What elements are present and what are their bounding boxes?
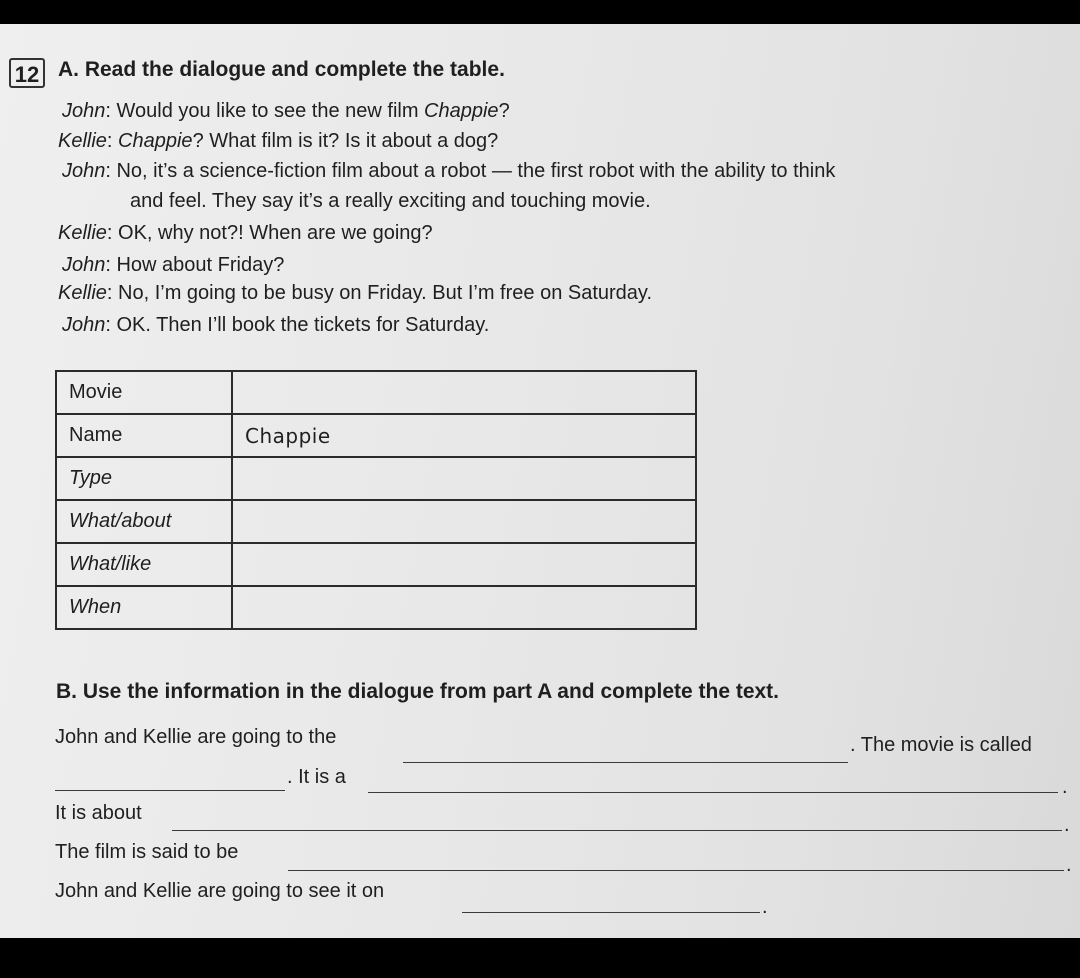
speaker-name: John	[62, 314, 106, 336]
blank-3[interactable]	[368, 792, 1058, 793]
film-title: Chappie	[118, 130, 193, 152]
row-label-what-like: What/like	[56, 543, 232, 586]
row-value-when[interactable]	[232, 586, 696, 629]
sentence-5-end: .	[762, 896, 768, 918]
movie-table	[55, 370, 697, 630]
dialogue-text: : OK, why not?! When are we going?	[106, 222, 433, 244]
blank-5[interactable]	[288, 870, 1064, 871]
dialogue-text: : Would you like to see the new film	[105, 100, 425, 122]
sentence-4-end: .	[1066, 854, 1072, 876]
table-row	[56, 414, 696, 457]
blank-2[interactable]	[55, 790, 285, 791]
row-label-when: When	[56, 586, 232, 629]
blank-1[interactable]	[403, 762, 848, 763]
dialogue-text: : No, I’m going to be busy on Friday. But I’m free on Saturday.	[106, 282, 652, 304]
workbook-page	[0, 24, 1080, 938]
row-value-what-like[interactable]	[232, 543, 696, 586]
dialogue-line	[62, 314, 489, 337]
sentence-3-start: It is about	[55, 802, 142, 824]
row-label-type: Type	[56, 457, 232, 500]
dialogue-text-rest: ?	[498, 100, 510, 122]
sentence-1-end: . The movie is called	[850, 734, 1032, 756]
dialogue-line	[58, 130, 498, 153]
blank-6[interactable]	[462, 912, 760, 913]
film-title: Chappie	[424, 100, 499, 122]
dialogue-text: :	[106, 130, 119, 152]
dialogue-line	[62, 100, 510, 123]
part-b-heading: B. Use the information in the dialogue from part A and complete the text.	[56, 680, 780, 703]
speaker-name: Kellie	[58, 222, 107, 244]
sentence-4-start: The film is said to be	[55, 841, 239, 863]
dialogue-text: : How about Friday?	[105, 254, 285, 276]
table-row	[56, 500, 696, 543]
dialogue-line	[58, 282, 652, 305]
row-label-name: Name	[56, 414, 232, 457]
table-row	[56, 457, 696, 500]
table-row	[56, 586, 696, 629]
speaker-name: Kellie	[58, 282, 107, 304]
dialogue-text: and feel. They say it’s a really exciting and touching movie.	[130, 190, 651, 212]
row-label-what-about: What/about	[56, 500, 232, 543]
speaker-name: John	[62, 160, 106, 182]
dialogue-text-rest: ? What film is it? Is it about a dog?	[192, 130, 499, 152]
dialogue-line	[62, 254, 284, 277]
sentence-1-start: John and Kellie are going to the	[55, 726, 337, 748]
dialogue-line	[58, 222, 433, 245]
row-value-what-about[interactable]	[232, 500, 696, 543]
sentence-3-end: .	[1064, 814, 1070, 836]
speaker-name: John	[62, 100, 106, 122]
sentence-2-mid: . It is a	[287, 766, 346, 788]
exercise-number: 12	[9, 58, 45, 88]
sentence-2-end: .	[1062, 776, 1068, 798]
table-row	[56, 371, 696, 414]
speaker-name: John	[62, 254, 106, 276]
row-value-name[interactable]: Chappie	[232, 414, 696, 457]
dialogue-line	[130, 190, 651, 213]
part-a-heading: A. Read the dialogue and complete the table.	[58, 58, 505, 81]
row-label-movie: Movie	[56, 371, 232, 414]
table-row	[56, 543, 696, 586]
blank-4[interactable]	[172, 830, 1062, 831]
dialogue-line	[62, 160, 835, 183]
speaker-name: Kellie	[58, 130, 107, 152]
row-value-type[interactable]	[232, 457, 696, 500]
dialogue-text: : No, it’s a science-fiction film about a robot — the first robot with the ability to think	[105, 160, 836, 182]
row-value-movie[interactable]	[232, 371, 696, 414]
dialogue-text: : OK. Then I’ll book the tickets for Saturday.	[105, 314, 490, 336]
sentence-5-start: John and Kellie are going to see it on	[55, 880, 385, 902]
